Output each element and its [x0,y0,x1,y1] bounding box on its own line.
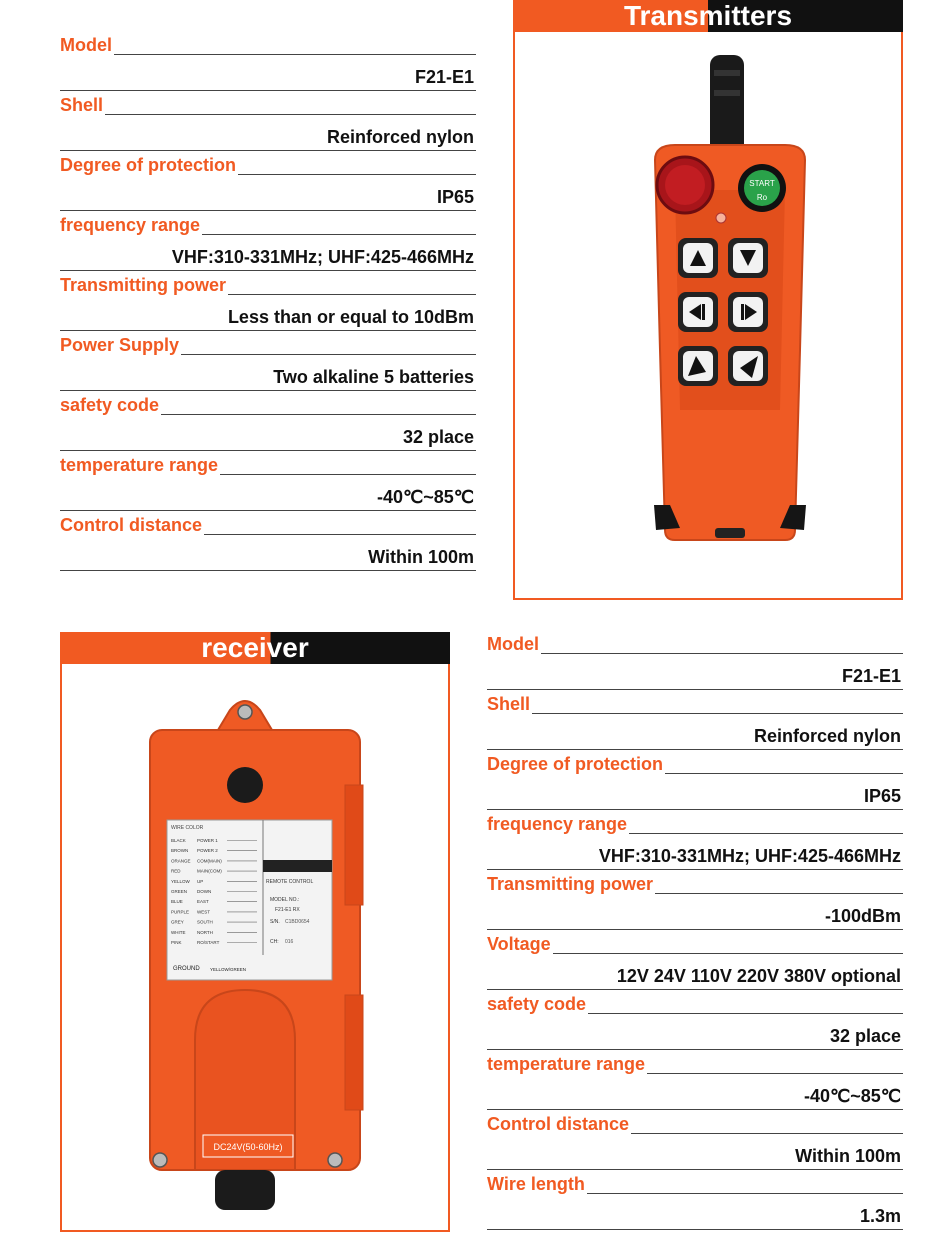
spec-value: Less than or equal to 10dBm [227,307,474,327]
spec-value-rule [487,749,903,750]
spec-value-rule [60,450,476,451]
spec-label: Degree of protection [60,155,237,175]
spec-row [487,993,903,1053]
voltage-tag: DC24V(50-60Hz) [213,1142,283,1152]
wire-function-name: WEST [197,909,210,915]
ground-wire-label: YELLOW/GREEN [210,967,247,972]
spec-label-rule [60,54,476,55]
spec-row [487,1113,903,1173]
spec-value-rule [487,809,903,810]
spec-value-rule [487,689,903,690]
spec-value-rule [487,929,903,930]
wire-function-name: RO/START [197,940,220,945]
transmitter-banner [513,0,903,32]
spec-value-rule [60,510,476,511]
spec-value: -40℃~85℃ [804,1086,901,1106]
spec-value: -40℃~85℃ [377,487,474,507]
spec-value: VHF:310-331MHz; UHF:425-466MHz [598,846,901,866]
wire-color-name: GREEN [171,889,188,894]
wire-function-name: MAIN(COM) [197,868,222,874]
spec-value-rule [487,1049,903,1050]
south-button[interactable] [728,346,768,386]
spec-value: Two alkaline 5 batteries [273,367,474,387]
transmitter-banner-title: Transmitters [623,0,793,31]
spec-value-rule [60,90,476,91]
spec-label: frequency range [487,814,628,834]
east-button[interactable] [728,292,768,332]
spec-value-rule [60,150,476,151]
spec-row [487,873,903,933]
sn-label: S/N. [270,919,280,925]
spec-value: Reinforced nylon [753,726,901,746]
spec-value: 32 place [402,427,474,447]
ch-value: 016 [285,939,294,945]
spec-value-rule [487,1229,903,1230]
spec-label: frequency range [60,215,201,235]
spec-label: Control distance [60,515,203,535]
mount-hole [227,767,263,803]
spec-row [60,394,476,454]
spec-row [487,1173,903,1233]
wire-color-name: PURPLE [171,909,190,915]
spec-label: safety code [60,395,160,415]
wire-color-name: YELLOW [171,878,190,884]
spec-value: 32 place [829,1026,901,1046]
spec-row [487,933,903,993]
spec-row [60,34,476,94]
spec-value-rule [487,1169,903,1170]
spec-value: -100dBm [824,906,901,926]
wire-function-name: POWER 1 [197,838,218,843]
spec-row [60,514,476,574]
spec-value-rule [487,989,903,990]
down-button[interactable] [728,238,768,278]
wire-color-header: WIRE COLOR [171,825,204,831]
spec-label: Shell [487,694,531,714]
wire-function-name: UP [197,878,204,884]
spec-label: Wire length [487,1174,585,1194]
ch-label: CH: [270,939,279,945]
spec-value-rule [60,330,476,331]
spec-label: Transmitting power [487,874,654,894]
spec-value-rule [487,1109,903,1110]
transmitter-device-image [600,50,820,550]
model-no-value: F21-E1 RX [275,907,300,913]
spec-value: IP65 [863,786,901,806]
spec-label: temperature range [60,455,219,475]
spec-value: VHF:310-331MHz; UHF:425-466MHz [171,247,474,267]
spec-row [60,274,476,334]
spec-value: 12V 24V 110V 220V 380V optional [616,966,901,986]
spec-row [487,693,903,753]
spec-label: Model [487,634,539,654]
spec-label: Shell [60,95,104,115]
west-button[interactable] [678,292,718,332]
wire-function-name: EAST [197,899,209,905]
spec-label: Degree of protection [487,754,664,774]
transmitter-spec-list [60,34,476,574]
spec-row [60,214,476,274]
spec-label-rule [487,713,903,714]
wire-color-name: ORANGE [171,858,191,864]
wire-function-name: COM(MAIN) [197,858,222,864]
north-button[interactable] [678,346,718,386]
spec-value-rule [60,390,476,391]
spec-row [60,334,476,394]
spec-row [487,753,903,813]
spec-label: Model [60,35,112,55]
ground-label: GROUND [173,966,200,972]
start-button-sublabel: Ro [756,193,768,202]
spec-value-rule [60,570,476,571]
spec-value-rule [60,210,476,211]
wire-color-name: BLUE [171,899,183,905]
model-no-label: MODEL NO.: [270,897,300,903]
receiver-banner [60,632,450,664]
wire-function-name: SOUTH [197,919,213,925]
spec-row [487,633,903,693]
spec-label: Voltage [487,934,551,954]
status-led [716,213,726,223]
remote-control-title: REMOTE CONTROL [266,879,314,885]
start-button-label: START [749,179,775,188]
spec-label: Transmitting power [60,275,227,295]
wire-color-name: RED [171,868,181,874]
cable-gland [215,1170,275,1210]
spec-label: Power Supply [60,335,180,355]
sn-value: C1BD0654 [285,919,310,925]
wiring-label [167,820,332,980]
wire-color-name: PINK [171,940,182,945]
wire-function-name: NORTH [197,929,213,935]
receiver-banner-title: receiver [201,632,309,663]
spec-label: temperature range [487,1054,646,1074]
up-button[interactable] [678,238,718,278]
spec-value: IP65 [436,187,474,207]
wire-function-name: POWER 2 [197,848,218,854]
wire-color-name: GREY [171,919,184,925]
wire-color-name: WHITE [171,929,186,935]
spec-row [60,94,476,154]
spec-label-rule [60,114,476,115]
spec-value-rule [60,270,476,271]
wire-color-name: BROWN [171,848,189,854]
spec-row [60,154,476,214]
spec-value: Reinforced nylon [326,127,474,147]
wire-color-name: BLACK [171,838,186,843]
spec-row [60,454,476,514]
wire-function-name: DOWN [197,889,212,894]
spec-label: safety code [487,994,587,1014]
spec-row [487,1053,903,1113]
spec-row [487,813,903,873]
receiver-spec-list [487,633,903,1233]
spec-value: F21-E1 [841,666,901,686]
receiver-device-image [135,690,375,1215]
spec-value: Within 100m [795,1146,901,1166]
spec-value: 1.3m [859,1206,901,1226]
spec-value-rule [487,869,903,870]
spec-value: F21-E1 [414,67,474,87]
spec-label-rule [487,653,903,654]
spec-value: Within 100m [368,547,474,567]
spec-label: Control distance [487,1114,630,1134]
